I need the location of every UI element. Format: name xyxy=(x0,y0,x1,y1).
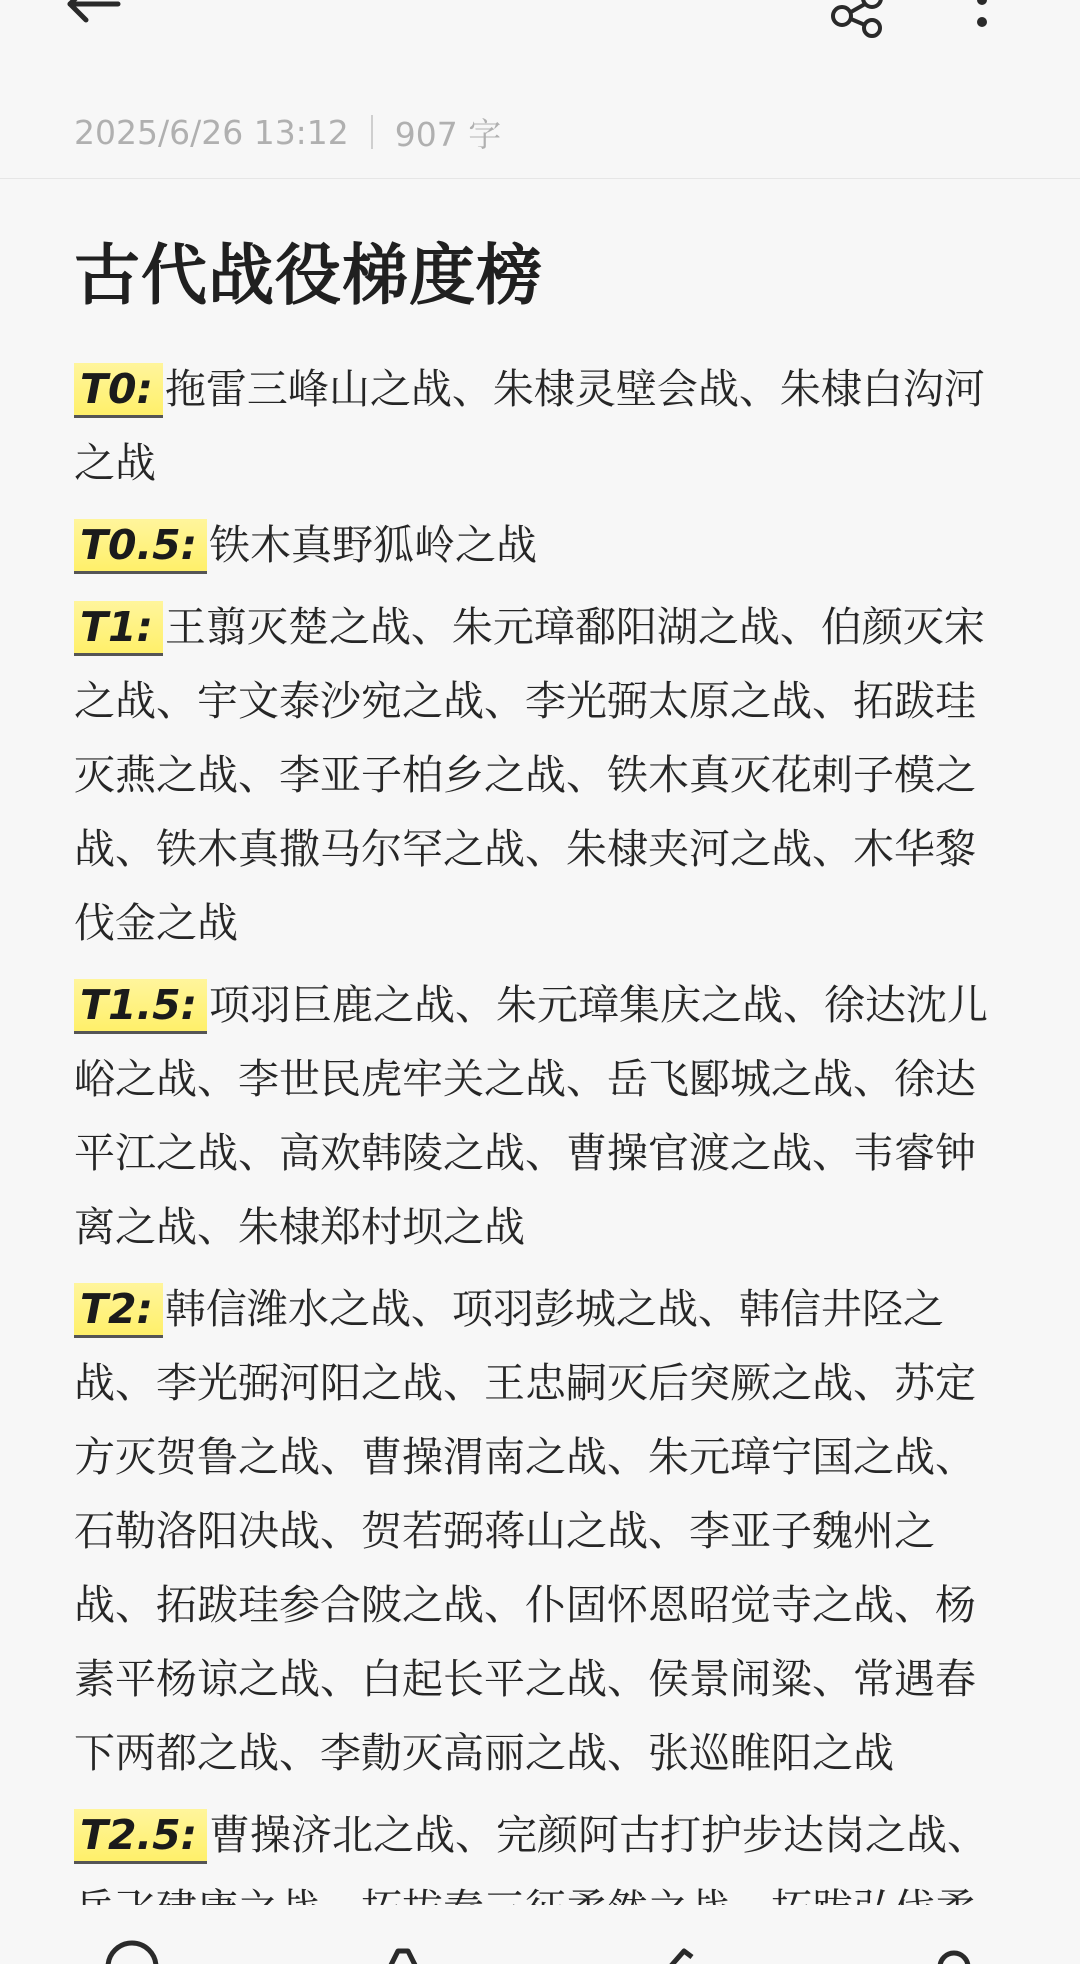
tier-text: 项羽巨鹿之战、朱元璋集庆之战、徐达沈儿峪之战、李世民虎牢关之战、岳飞郾城之战、徐达平江之战、高欢韩陵之战、曹操官渡之战、韦睿钟离之战、朱棣郑村坝之战 xyxy=(74,981,988,1251)
tier-label: T0.5: xyxy=(74,519,207,574)
top-toolbar xyxy=(0,0,1080,60)
tier-text: 王翦灭楚之战、朱元璋鄱阳湖之战、伯颜灭宋之战、宇文泰沙宛之战、李光弼太原之战、拓跋珪灭燕之战、李亚子柏乡之战、铁木真灭花剌子模之战、铁木真撒马尔罕之战、朱棣夹河之战、木华黎伐金之战 xyxy=(74,603,985,947)
tier-text: 曹操济北之战、完颜阿古打护步达岗之战、 xyxy=(209,1811,988,1859)
tier-paragraph xyxy=(74,508,1014,582)
tier-label: T1.5: xyxy=(74,979,207,1034)
tier-paragraph xyxy=(74,352,1014,500)
tag-button[interactable] xyxy=(372,1937,432,1964)
person-icon xyxy=(924,1937,984,1964)
meta-separator xyxy=(371,115,373,149)
tier-label: T0: xyxy=(74,363,163,418)
checklist-button[interactable] xyxy=(102,1937,162,1964)
tier-paragraph xyxy=(74,968,1014,1264)
more-options-button[interactable] xyxy=(960,0,1004,40)
tier-label: T1: xyxy=(74,601,163,656)
more-vertical-icon xyxy=(960,0,1004,40)
tier-text: 拖雷三峰山之战、朱棣灵壁会战、朱棣白沟河之战 xyxy=(74,365,985,487)
edit-button[interactable] xyxy=(650,1937,710,1964)
tier-label: T2: xyxy=(74,1283,163,1338)
account-button[interactable] xyxy=(924,1937,984,1964)
note-title[interactable]: 古代战役梯度榜 xyxy=(74,237,543,314)
back-button[interactable] xyxy=(60,0,130,36)
note-meta xyxy=(74,104,501,160)
share-icon xyxy=(826,0,892,38)
tag-icon xyxy=(372,1937,432,1964)
tier-text: 韩信潍水之战、项羽彭城之战、韩信井陉之战、李光弼河阳之战、王忠嗣灭后突厥之战、苏定方灭贺鲁之战、曹操渭南之战、朱元璋宁国之战、石勒洛阳决战、贺若弼蒋山之战、李亚子魏州之战、拓跋珪参合陂之战、仆固怀恩昭觉寺之战、杨素平杨谅之战、白起长平之战、侯景闹粱、常遇春下两都之战、李勣灭高丽之战、张巡睢阳之战 xyxy=(74,1285,976,1777)
note-datetime: 2025/6/26 13:12 xyxy=(74,112,349,152)
note-word-count: 907 字 xyxy=(394,114,502,154)
meta-divider xyxy=(0,178,1080,179)
note-body[interactable] xyxy=(74,352,1014,1954)
share-button[interactable] xyxy=(826,0,892,38)
pencil-icon xyxy=(650,1937,710,1964)
arrow-left-icon xyxy=(60,0,130,36)
tier-text: 铁木真野狐岭之战 xyxy=(209,521,537,569)
tier-paragraph xyxy=(74,590,1014,960)
tier-paragraph xyxy=(74,1272,1014,1790)
tier-label: T2.5: xyxy=(74,1809,207,1864)
bottom-toolbar xyxy=(0,1905,1080,1964)
checklist-icon xyxy=(102,1937,162,1964)
